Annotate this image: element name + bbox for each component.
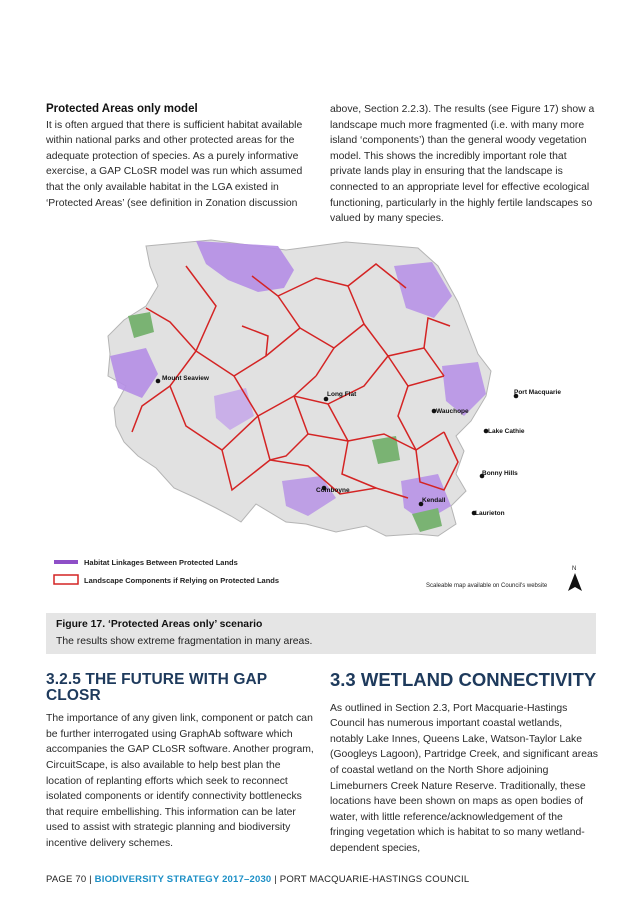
protected-areas-column-left bbox=[46, 102, 308, 211]
footer-document-title: BIODIVERSITY STRATEGY 2017–2030 bbox=[94, 874, 272, 885]
figure-17-map bbox=[46, 236, 596, 606]
footer-separator: | bbox=[89, 874, 92, 885]
section-3-2-5-body: The importance of any given link, component or patch can be further interrogated using GraphAb software which accompanies the GAP CLoSR software. Another program, CircuitScape, is also available to help best plan the location of replanting efforts which seek to reconnect isolated components or identify connectivity bottlenecks that require embellishing. This information can be later used to assist with strategic planning and biodiversity incentive delivery schemes. bbox=[46, 713, 314, 849]
section-3-3 bbox=[330, 669, 598, 857]
protected-areas-heading: Protected Areas only model bbox=[46, 103, 198, 115]
label-mount-seaview: Mount Seaview bbox=[162, 375, 209, 382]
legend-label-linkages: Habitat Linkages Between Protected Lands bbox=[84, 558, 238, 567]
protected-areas-text-1: It is often argued that there is sufficient habitat available within national parks and other protected areas for the adequate protection of species. As a purely informative exercise, a GAP CLoSR model was run which assumed that the only available habitat in the LGA existed in ‘Protected Areas’ (see definition in Zonation discussion bbox=[46, 119, 303, 209]
label-comboyne: Comboyne bbox=[316, 487, 350, 494]
label-kendall: Kendall bbox=[422, 497, 446, 504]
figure-caption-title: Figure 17. ‘Protected Areas only’ scenario bbox=[56, 619, 263, 630]
footer-page-number: PAGE 70 bbox=[46, 874, 87, 885]
footer-council-name: PORT MACQUARIE-HASTINGS COUNCIL bbox=[279, 874, 470, 885]
north-label: N bbox=[572, 566, 577, 572]
legend-swatch-components bbox=[54, 575, 78, 584]
protected-areas-column-right bbox=[330, 102, 598, 227]
label-lake-cathie: Lake Cathie bbox=[488, 428, 525, 435]
page-footer bbox=[46, 874, 469, 885]
figure-caption-text: The results show extreme fragmentation in many areas. bbox=[56, 636, 313, 647]
section-3-3-heading: 3.3 WETLAND CONNECTIVITY bbox=[330, 669, 597, 690]
legend-label-components: Landscape Components if Relying on Protected Lands bbox=[84, 576, 280, 585]
label-laurieton: Laurieton bbox=[475, 510, 505, 517]
footer-separator: | bbox=[274, 874, 277, 885]
section-3-2-5 bbox=[46, 672, 314, 852]
figure-caption bbox=[46, 613, 596, 654]
protected-areas-text-2: above, Section 2.2.3). The results (see Figure 17) show a landscape much more fragmented (i.e. with many more island ‘components’) than the general woody vegetation model. This shows the incredibly important role that private lands play in ensuring that the landscape is connected to an appropriate level for effective ecological functioning, particularly in the highly fertile landscapes so valued by many species. bbox=[330, 104, 595, 225]
section-3-3-body: As outlined in Section 2.3, Port Macquarie-Hastings Council has numerous important coastal wetlands, notably Lake Innes, Queens Lake, Watson-Taylor Lake (Googleys Lagoon), Partridge Creek, and significant areas of coastal wetland on the North Shore adjoining Limeburners Creek Nature Reserve. Traditionally, these locations have been shown on maps as open bodies of water, with little reference/acknowledgement of the fringing vegetation which is habitat to so many wetland-dependent species, bbox=[330, 702, 598, 854]
scale-note: Scaleable map available on Council's website bbox=[426, 583, 548, 589]
map-svg bbox=[46, 236, 596, 606]
legend-swatch-linkages bbox=[54, 560, 78, 564]
label-port-macquarie: Port Macquarie bbox=[514, 389, 561, 396]
north-arrow-icon bbox=[568, 573, 582, 591]
label-wauchope: Wauchope bbox=[436, 408, 469, 415]
label-bonny-hills: Bonny Hills bbox=[482, 470, 518, 477]
section-3-2-5-heading: 3.2.5 THE FUTURE WITH GAP CLOSR bbox=[46, 671, 267, 704]
label-long-flat: Long Flat bbox=[327, 391, 357, 398]
